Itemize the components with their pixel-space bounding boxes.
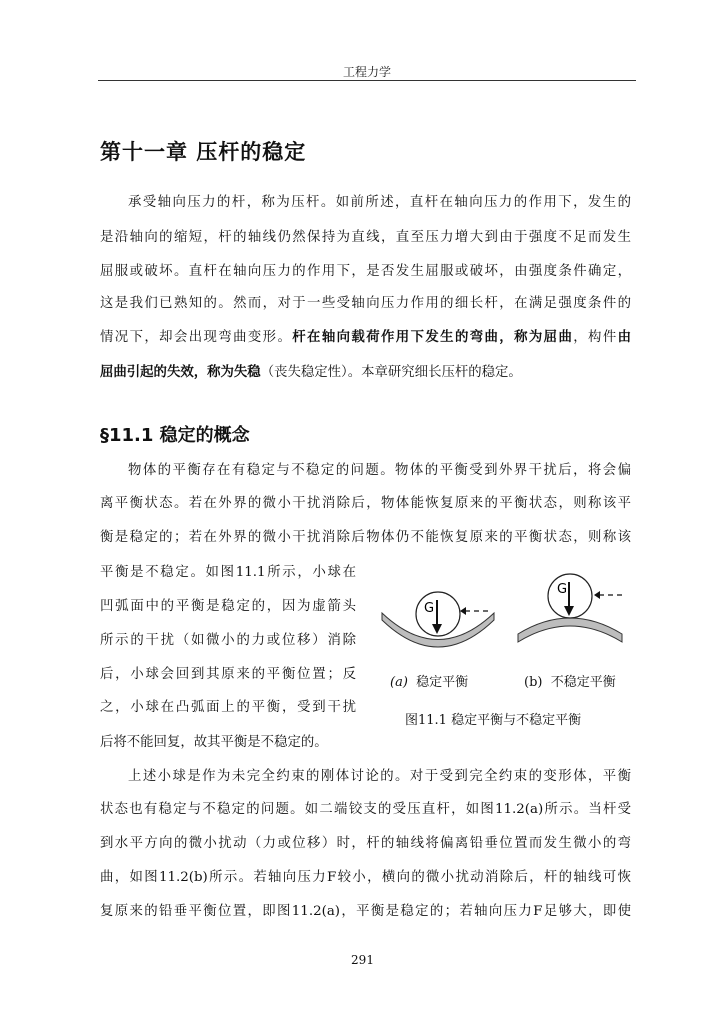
- caption-b-letter: (b): [524, 675, 543, 690]
- buckling-definition: 杆在轴向载荷作用下发生的弯曲，称为屈曲: [292, 329, 574, 345]
- caption-b-text: 不稳定平衡: [550, 675, 616, 690]
- section-p1-line-3: 衡是稳定的；若在外界的微小干扰消除后物体仍不能恢复原来的平衡状态，则称该: [100, 530, 631, 545]
- instability-definition: 屈曲引起的失效，称为失稳: [100, 364, 261, 380]
- caption-b: [524, 671, 616, 690]
- section-p2-line-1: 上述小球是作为未完全约束的刚体讨论的。对于受到完全约束的变形体，平衡: [128, 769, 631, 784]
- section-p1-line-7: 后，小球会回到其原来的平衡位置；反: [100, 667, 356, 682]
- header-rule: [98, 80, 636, 81]
- chapter-title: 第十一章 压杆的稳定: [100, 140, 307, 164]
- intro-line-6-text: （丧失稳定性）。本章研究细长压杆的稳定。: [260, 365, 522, 380]
- ball-label-a: G: [424, 601, 435, 616]
- figure-title: 图11.1 稳定平衡与不稳定平衡: [405, 713, 582, 728]
- intro-line-5-text: 情况下，却会出现弯曲变形。: [100, 330, 293, 345]
- section-p2-line-4: 曲，如图11.2(b)所示。若轴向压力F较小，横向的微小扰动消除后，杆的轴线可恢: [100, 870, 631, 885]
- intro-line-1: 承受轴向压力的杆，称为压杆。如前所述，直杆在轴向压力的作用下，发生的: [128, 195, 631, 210]
- instability-definition-start: 由: [617, 329, 632, 345]
- convex-surface: [518, 618, 622, 642]
- section-p1-line-2: 离平衡状态。若在外界的微小干扰消除后，物体能恢复原来的平衡状态，则称该平: [100, 496, 631, 511]
- section-p2-line-2: 状态也有稳定与不稳定的问题。如二端铰支的受压直杆，如图11.2(a)所示。当杆受: [100, 802, 631, 817]
- intro-line-3: 屈服或破坏。直杆在轴向压力的作用下，是否发生屈服或破坏，由强度条件确定，: [100, 264, 631, 279]
- figure-11-1: [378, 568, 648, 688]
- running-header: 工程力学: [342, 65, 391, 79]
- section-p1-line-9: 后将不能回复，故其平衡是不稳定的。: [100, 735, 328, 750]
- page-number: 291: [351, 953, 374, 967]
- intro-line-5: [100, 327, 631, 348]
- section-p1-line-4: 平衡是不稳定。如图11.1所示，小球在: [100, 565, 356, 580]
- section-p1-line-8: 之，小球在凸弧面上的平衡，受到干扰: [100, 700, 356, 715]
- section-p2-line-5: 复原来的铅垂平衡位置，即图11.2(a)，平衡是稳定的；若轴向压力F足够大，即使: [100, 904, 631, 919]
- section-p1-line-1: 物体的平衡存在有稳定与不稳定的问题。物体的平衡受到外界干扰后，将会偏: [128, 463, 631, 478]
- ball-label-b: G: [557, 582, 568, 597]
- section-p1-line-6: 所示的干扰（如微小的力或位移）消除: [100, 633, 356, 648]
- caption-a-letter: (a): [390, 675, 408, 690]
- intro-line-4: 这是我们已熟知的。然而，对于一些受轴向压力作用的细长杆，在满足强度条件的: [100, 296, 631, 311]
- caption-a: [390, 671, 468, 690]
- caption-a-text: 稳定平衡: [416, 675, 469, 690]
- intro-line-2: 是沿轴向的缩短，杆的轴线仍然保持为直线，直至压力增大到由于强度不足而发生: [100, 230, 631, 245]
- section-p2-line-3: 到水平方向的微小扰动（力或位移）时，杆的轴线将偏离铅垂位置而发生微小的弯: [100, 836, 631, 851]
- section-p1-line-5: 凹弧面中的平衡是稳定的，因为虚箭头: [100, 599, 356, 614]
- section-title: §11.1 稳定的概念: [100, 425, 250, 446]
- intro-line-5-text-2: ，构件: [573, 330, 618, 345]
- intro-line-6: [100, 362, 522, 383]
